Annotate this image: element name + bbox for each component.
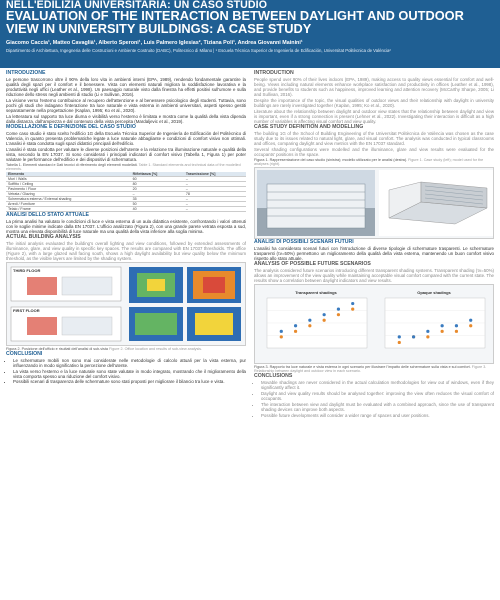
- heatmap-zone: [203, 277, 225, 293]
- paragraph: La prima analisi ha valutato le condizioni di luce e vista esterna di un aula didattica esistente, confrontando i valori ottenuti con le soglie minime indicate dalla EN 17037. L'ufficio analizzato (Figura 2), con una grande parete vetrata esposta a sud, mostra una elevata disponibilità di luce naturale ma una qualità della vista inferiore alla soglia minima.: [6, 218, 246, 235]
- data-point: [294, 324, 297, 327]
- view-heatmap-grid: [129, 267, 241, 341]
- data-point: [351, 307, 354, 310]
- figure-1-caption: [254, 158, 494, 167]
- data-point: [294, 329, 297, 332]
- paragraph: Several shading configurations were modelled and the illuminance, glare and view results were evaluated for the occupants' positions in the space.: [254, 146, 494, 157]
- authors: Giacomo Caccia¹, Matteo Cavaglià¹, Alberto Speroni¹, Luis Palmero Iglesias², Tiziana Poli¹, Andrea Giovanni Mainini¹: [6, 40, 303, 46]
- table-cell: 78: [184, 192, 246, 197]
- table-cell: 35: [131, 197, 184, 202]
- table-cell: Pavimento / Floor: [6, 187, 131, 192]
- table-cell: Schermatura esterna / External shading: [6, 197, 131, 202]
- title-english: EVALUATION OF THE INTERACTION BETWEEN DAYLIGHT AND OUTDOOR VIEW IN UNIVERSITY BUILDINGS: A CASE STUDY: [6, 8, 464, 36]
- paragraph: Despite the importance of the topic, the visual qualities of outdoor views and their relationship with daylight in university buildings are rarely investigated together (Kaplan, 1995; Ko et al., 2020).: [254, 97, 494, 108]
- figure-3-caption: [254, 365, 494, 374]
- data-point: [426, 329, 429, 332]
- left-column: [6, 70, 246, 385]
- table-cell: Elemento: [6, 172, 131, 177]
- table-cell: 50: [131, 202, 184, 207]
- paragraph: Le persone trascorrono oltre il 90% della loro vita in ambienti interni (EPA, 1989), rendendo fondamentale garantire la qualità degli spazi per il comfort e il benessere. Vista con elementi naturali migliora la soddisfazione lavorativa e la produttività negli uffici (Leather et al., 1998). Un paesaggio naturale visto dalla finestra ha effetti positivi sull'umore e sulla riduzione dello stress negli ambienti di studio (Li e Sullivan, 2016).: [6, 76, 246, 97]
- paragraph: The building 1G of the School of Building Engineering of the Universitat Politècnica de València was chosen as the case study due to its issues related to natural light, glare, and visual comfort. The analysis was conducted in typical classrooms and offices, comparing daylight and view metrics with the EN 17037 standard.: [254, 130, 494, 146]
- section-title-scenarios-it: ANALISI DI POSSIBILI SCENARI FUTURI: [254, 239, 354, 246]
- data-point: [308, 318, 311, 321]
- figure-3: [254, 284, 494, 364]
- conclusion-item: • The interaction between view and daylight must be evaluated with a combined approach, since the use of transparent shading devices can improve both aspects.: [261, 402, 494, 412]
- paragraph: People spend over 90% of their lives indoors (EPA, 1989), making access to quality views essential for comfort and well-being. Views including natural elements enhance workplace satisfaction and productivity in offices (Leather et al., 1998), and provide benefits to students such as happiness, improved learning and attention recovery (McCarthy Sharpe, 2005; Li and Sullivan, 2016).: [254, 76, 494, 97]
- plan-block: [62, 277, 112, 295]
- section-title-analysis: ANALISI DELLO STATO ATTUALE: [6, 212, 89, 219]
- paragraph: L'analisi è stata condotta per valutare le diverse posizioni dell'utente e la relazione tra illuminazione naturale e qualità della vista, secondo la EN 17037. Si sono considerati i principali indicatori di comfort visivo (Tabella 1, Figura 1) per poter valutare le performance dell'edificio e dei dispositivi di schermatura.: [6, 146, 246, 162]
- paragraph: La letteratura sul rapporto tra luce diurna e visibilità verso l'esterno è limitata e mostra come la qualità della vista dipenda dalla distanza, dall'ampiezza e dal contenuto della vista percepita (Mardaljevic et al., 2019).: [6, 113, 246, 124]
- data-point: [280, 329, 283, 332]
- section-title-intro-en: INTRODUCTION: [254, 70, 294, 76]
- figure-1-svg: [255, 168, 495, 238]
- data-point: [455, 324, 458, 327]
- section-title-scenarios-en: ANALYSIS OF POSSIBLE FUTURE SCENARIOS: [254, 261, 371, 268]
- section-title-intro: INTRODUZIONE: [6, 70, 46, 76]
- data-point: [323, 313, 326, 316]
- conclusion-item: • Le schermature mobili non sono mai considerate nelle metodologie di calcolo attuali per la vista esterna, pur influenzando in modo significativo la percezione dell'utente.: [13, 358, 246, 368]
- paragraph: The initial analysis evaluated the building's overall lighting and view conditions, followed by extended assessments of illuminance, glare, and view quality in specific key spaces. The results are compared with EN 17037 thresholds. The office (Figure 2), with a large glazed wall facing south, shows a high daylight availability but view quality below the minimum threshold, as the visible layers are limited by the shading system.: [6, 240, 246, 261]
- table-caption-it: Tabella 1. Elementi standard e Dati tecnici di riferimento degli elementi modellati.: [6, 162, 138, 167]
- table-cell: 60: [131, 177, 184, 182]
- figure-3-charts: [255, 285, 495, 363]
- data-point: [469, 324, 472, 327]
- figure-3-caption-en: Figure 3. Relationship between daylight and outdoor view in each scenario.: [254, 364, 487, 374]
- conclusions-list-it: [6, 358, 246, 385]
- table-cell: 40: [131, 207, 184, 212]
- table-cell: 20: [131, 187, 184, 192]
- paragraph: Come caso studio è stato scelto l'edificio 1G della Escuela Técnica Superior de Ingeniería de Edificación del Politècnico di Valencia, in quanto presenta problematiche legate a luce naturale abbagliante e condizioni di comfort visivo non ottimali. L'analisi è stata condotta sugli spazi didattici principali dell'edificio.: [6, 130, 246, 146]
- table-cell: –: [184, 202, 246, 207]
- materials-table: [6, 172, 246, 212]
- table-cell: Vetrata / Glazing: [6, 192, 131, 197]
- paragraph: La visione verso l'esterno contribuisce al recupero dell'attenzione e al benessere psicologico degli studenti. Tuttavia, sono pochi gli studi che indagano l'interazione tra luce naturale e vista esterna in ambienti universitari, aspetti spesso gestiti separatamente nella progettazione (Kaplan, 1995; Ko et al., 2020).: [6, 97, 246, 113]
- data-point: [308, 324, 311, 327]
- figure-2-caption-it: Figura 2. Posizione dell'ufficio e risultati dell'analisi di sub-vista: [6, 346, 108, 351]
- figure-2-caption-en: Figure 2. Office location and results of sub-view analysis.: [109, 346, 202, 351]
- table-cell: 80: [131, 182, 184, 187]
- figure-1-caption-it: Figura 1. Rappresentazione del caso studio (sinistra); modello utilizzato per le analisi (destra).: [254, 157, 408, 162]
- data-point: [426, 335, 429, 338]
- data-point: [441, 324, 444, 327]
- chart-title: Transparent shadings: [295, 289, 337, 295]
- data-point: [323, 318, 326, 321]
- figure-3-caption-it: Figura 3. Rapporto tra luce naturale e vista esterna in ogni scenario per illustrare l'impatto delle schermature sulla vista e sul comfort.: [254, 364, 471, 369]
- table-cell: Riflettanza [%]: [131, 172, 184, 177]
- conclusion-item: • La vista verso l'esterno e la luce naturale sono state valutate in modo integrato, mostrando che il miglioramento della vista comporta spesso una riduzione del comfort visivo.: [13, 369, 246, 379]
- heatmap-zone: [147, 279, 165, 291]
- table-cell: –: [131, 192, 184, 197]
- table-cell: Muri / Walls: [6, 177, 131, 182]
- office-highlight: [27, 277, 57, 295]
- data-point: [280, 335, 283, 338]
- figure-2-caption: [6, 347, 246, 351]
- title-italian: NELL'EDILIZIA UNIVERSITARIA: UN CASO STUDIO: [6, 0, 268, 11]
- affiliation: Dipartimento di Architettura, Ingegneria delle Costruzioni e Ambiente Costruito (DABC), Politecnico di Milano | ¹ Escuela Técnica Superior de Ingeniería de Edificación, Universitat Politècnica de València²: [6, 48, 391, 53]
- table-caption: [6, 163, 246, 172]
- section-title-case-en: CASE STUDY DEFINITION AND MODELLING: [254, 123, 364, 130]
- floor-label-first: FIRST FLOOR: [13, 307, 40, 313]
- data-point: [398, 335, 401, 338]
- table-cell: –: [184, 207, 246, 212]
- office-highlight: [27, 317, 57, 335]
- building-facade: [267, 184, 365, 228]
- table-row: [6, 207, 246, 212]
- data-point: [351, 302, 354, 305]
- paragraph: L'analisi ha considerato scenari futuri con l'introduzione di diverse tipologie di schermature trasparenti. Le schermature trasparenti (τv=50%) permettono un miglioramento della qualità della vista esterna, mantenendo un buon comfort visivo rispetto allo stato attuale.: [254, 245, 494, 261]
- conclusions-list-en: [254, 380, 494, 418]
- table-cell: Telaio / Frame: [6, 207, 131, 212]
- paragraph: The analysis considered future scenarios introducing different transparent shading systems. Transparent shading (τv=50%) allows an improvement of the view quality while maintaining acceptable visual comfort compared with the current state. The results show a correlation between daylight indicators and view results.: [254, 267, 494, 283]
- data-point: [398, 341, 401, 344]
- table-caption-en: Table 1. Standard elements and technical data of the modelled elements.: [6, 162, 241, 172]
- table-cell: –: [184, 197, 246, 202]
- table-cell: –: [184, 187, 246, 192]
- figure-2-svg: [7, 263, 247, 345]
- section-title-conclusions-en: CONCLUSIONS: [254, 373, 293, 380]
- heatmap-zone: [195, 313, 233, 335]
- conclusion-item: • Possible future developments will consider a wider range of spaces and user positions.: [261, 413, 494, 418]
- conclusion-item: • Daylight and view quality results should be analysed together: improving the view often reduces the visual comfort of occupants.: [261, 391, 494, 401]
- conclusion-item: • Movable shadings are never considered in the actual calculation methodologies for view out of windows, even if they significantly affect it.: [261, 380, 494, 390]
- right-column: [254, 70, 494, 418]
- data-point: [441, 329, 444, 332]
- data-point: [469, 318, 472, 321]
- floor-label-third: THIRD FLOOR: [13, 267, 41, 273]
- figure-2: [6, 262, 246, 346]
- section-title-analysis-en: ACTUAL BUILDING ANALYSIS: [6, 234, 81, 241]
- chart-panel: [267, 290, 367, 348]
- chart-panel: [385, 290, 485, 348]
- data-point: [337, 313, 340, 316]
- data-point: [455, 329, 458, 332]
- data-point: [412, 335, 415, 338]
- table-cell: Arredi / Furniture: [6, 202, 131, 207]
- data-point: [337, 307, 340, 310]
- table-cell: Trasmissione [%]: [184, 172, 246, 177]
- paragraph: Literature about the relationship between daylight and outdoor view states that the relationship between daylight and view is important, even if a strong connection is present (Lehner et al., 2022). Investigating their interaction is difficult as a high number of variables is affecting visual comfort and view quality.: [254, 108, 494, 124]
- heatmap-zone: [135, 313, 177, 335]
- figure-1: [254, 167, 494, 239]
- section-title-conclusions-it: CONCLUSIONI: [6, 351, 43, 358]
- plan-block: [62, 317, 112, 335]
- figure-1-caption-en: Figure 1. Case study (left); model used for the analyses (right).: [254, 157, 484, 167]
- chart-title: Opaque shadings: [417, 289, 451, 295]
- conclusion-item: • Possibili scenari di trasparenza delle schermature sono stati proposti per migliorare il bilancio tra luce e vista.: [13, 379, 246, 384]
- poster-header: [0, 0, 500, 68]
- table-cell: –: [184, 177, 246, 182]
- table-cell: Soffitto / Ceiling: [6, 182, 131, 187]
- table-cell: –: [184, 182, 246, 187]
- section-title-method: MODELLAZIONE E DEFINIZIONE DEL CASO STUDIO: [6, 123, 136, 130]
